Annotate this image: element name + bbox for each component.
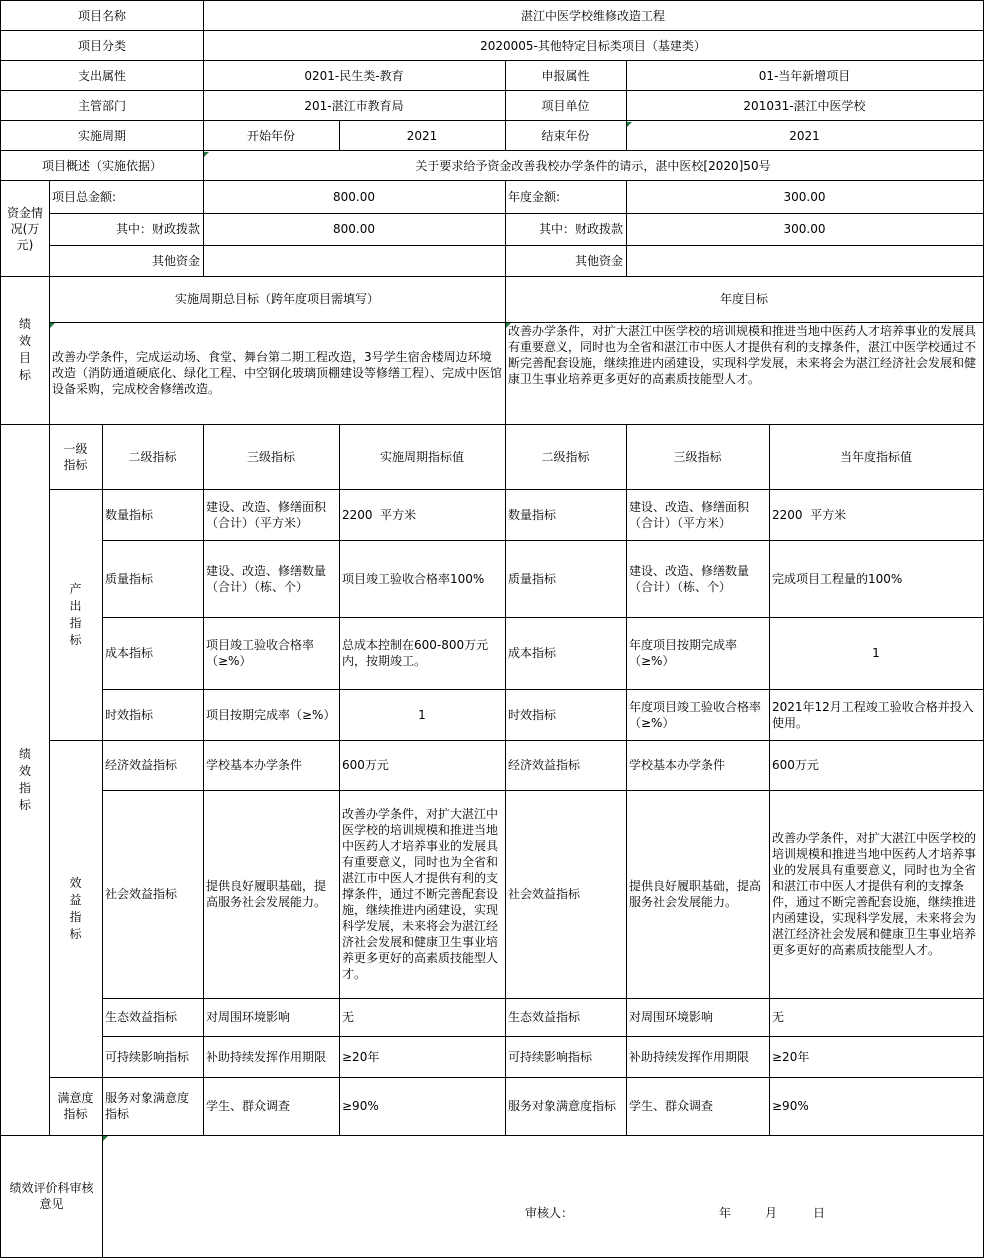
header-annual-value: 当年度指标值 bbox=[839, 449, 912, 464]
annual-value-cell: 600万元 bbox=[772, 758, 819, 772]
header-period-value: 实施周期指标值 bbox=[379, 449, 464, 464]
fiscal-annual-value: 300.00 bbox=[783, 222, 826, 236]
overview-label: 项目概述（实施依据） bbox=[41, 158, 162, 173]
goals-label-text: 绩效目标 bbox=[18, 317, 31, 382]
grid-line bbox=[0, 60, 984, 61]
grid-line bbox=[102, 998, 984, 999]
category-label: 项目分类 bbox=[77, 38, 126, 53]
level3-b-cell: 学生、群众调查 bbox=[629, 1099, 714, 1113]
cell-comment-marker bbox=[204, 152, 209, 157]
effect-indicator-label: 效益指标 bbox=[69, 875, 82, 941]
annual-amount-value: 300.00 bbox=[783, 190, 826, 204]
level2-cell: 质量指标 bbox=[105, 571, 154, 586]
unit-label: 项目单位 bbox=[541, 98, 590, 113]
grid-line bbox=[49, 245, 984, 246]
level3-b-cell: 建设、改造、修缮数量（合计）（栋、个） bbox=[629, 563, 750, 594]
grid-line bbox=[0, 30, 984, 31]
annual-value-cell: ≥20年 bbox=[772, 1049, 810, 1064]
grid-line bbox=[505, 424, 506, 1135]
grid-line bbox=[49, 1077, 984, 1078]
other-annual-label: 其他资金 bbox=[574, 253, 623, 268]
level2-cell: 服务对象满意度指标 bbox=[105, 1091, 190, 1121]
level2-cell: 数量指标 bbox=[105, 507, 154, 522]
output-indicator-label: 产出指标 bbox=[69, 581, 82, 647]
level3-b-cell: 学校基本办学条件 bbox=[629, 758, 726, 772]
level3-cell: 对周围环境影响 bbox=[206, 1010, 291, 1024]
annual-value-cell: 2021年12月工程竣工验收合格并投入使用。 bbox=[772, 699, 974, 730]
grid-line bbox=[505, 60, 506, 150]
fiscal-total-label: 其中：财政拨款 bbox=[115, 222, 200, 236]
annual-goal-text: 改善办学条件，对扩大湛江中医学校的培训规模和推进当地中医药人才培养事业的发展具有重要意义，同时也为全省和湛江市中医人才提供有利的支撑条件，湛江中医学校通过不断完善配套设施，继续推进内函建设，实现科学发展，未来将会为湛江经济社会发展和健康卫生事业培养更多更好的高素质技能型人才。 bbox=[508, 324, 977, 386]
review-day: 日 bbox=[812, 1206, 825, 1220]
satisfaction-indicator-group bbox=[49, 1077, 102, 1135]
indicators-label bbox=[1, 424, 49, 1135]
level3-cell: 补助持续发挥作用期限 bbox=[206, 1049, 327, 1064]
other-annual-value bbox=[626, 245, 983, 276]
expense-label: 支出属性 bbox=[77, 68, 126, 83]
period-value-cell: 600万元 bbox=[342, 758, 389, 772]
grid-line bbox=[0, 150, 984, 151]
annual-value-cell: 无 bbox=[772, 1010, 785, 1024]
cell-comment-marker bbox=[103, 1136, 108, 1141]
level2-b-cell: 生态效益指标 bbox=[508, 1010, 581, 1024]
category-value: 2020005-其他特定目标类项目（基建类） bbox=[480, 38, 706, 53]
level3-cell: 提供良好履职基础，提高服务社会发展能力。 bbox=[206, 879, 327, 909]
grid-line bbox=[0, 1135, 984, 1136]
grid-line bbox=[0, 276, 984, 277]
level2-cell: 成本指标 bbox=[105, 646, 154, 660]
level2-b-cell: 可持续影响指标 bbox=[508, 1049, 593, 1064]
grid-line bbox=[102, 689, 984, 690]
start-year-value: 2021 bbox=[406, 128, 438, 143]
period-label: 实施周期 bbox=[77, 128, 126, 143]
grid-line bbox=[0, 424, 984, 425]
satisfaction-indicator-label: 满意度指标 bbox=[57, 1091, 94, 1121]
grid-line bbox=[339, 424, 340, 1135]
period-value-cell: 2200 平方米 bbox=[342, 507, 417, 522]
grid-line bbox=[102, 790, 984, 791]
header-level3: 三级指标 bbox=[246, 449, 295, 464]
cell-comment-marker bbox=[506, 323, 511, 328]
level3-b-cell: 年度项目竣工验收合格率（≥%） bbox=[629, 699, 762, 730]
grid-line bbox=[626, 424, 627, 1135]
level3-cell: 项目按期完成率（≥%） bbox=[206, 707, 336, 722]
level3-b-cell: 提供良好履职基础，提高服务社会发展能力。 bbox=[629, 879, 762, 909]
effect-indicator-group bbox=[49, 740, 102, 1077]
period-value-cell: 总成本控制在600-800万元内，按期竣工。 bbox=[342, 638, 489, 668]
overview-value: 关于要求给予资金改善我校办学条件的请示，湛中医校[2020]50号 bbox=[415, 158, 771, 173]
level2-b-cell: 社会效益指标 bbox=[508, 887, 581, 901]
grid-line bbox=[49, 322, 984, 323]
declare-label: 申报属性 bbox=[541, 68, 590, 83]
indicators-label-text: 绩效指标 bbox=[18, 746, 31, 812]
level3-cell: 项目竣工验收合格率（≥%） bbox=[206, 638, 315, 668]
grid-line bbox=[203, 424, 204, 1135]
cell-comment-marker bbox=[627, 122, 632, 127]
period-value-cell: 改善办学条件，对扩大湛江中医学校的培训规模和推进当地中医药人才培养事业的发展具有重要意义，同时也为全省和湛江市中医人才提供有利的支撑条件，通过不断完善配套设施，继续推进内函建设，实现科学发展，未来将会为湛江经济社会发展和健康卫生事业培养更多更好的高素质技能型人才。 bbox=[342, 807, 499, 981]
grid-line bbox=[49, 213, 984, 214]
level2-b-cell: 经济效益指标 bbox=[508, 758, 581, 772]
level3-b-cell: 年度项目按期完成率（≥%） bbox=[629, 638, 738, 668]
fiscal-total-value: 800.00 bbox=[333, 222, 375, 236]
level2-b-cell: 质量指标 bbox=[508, 571, 557, 586]
other-total-value bbox=[203, 245, 505, 276]
review-month: 月 bbox=[764, 1206, 777, 1220]
period-value-cell: 1 bbox=[418, 707, 426, 722]
level3-b-cell: 建设、改造、修缮面积（合计）（平方米） bbox=[629, 499, 750, 530]
level2-cell: 可持续影响指标 bbox=[105, 1049, 190, 1064]
header-level2-b: 二级指标 bbox=[541, 449, 590, 464]
reviewer-label: 审核人： bbox=[525, 1206, 574, 1220]
other-total-label: 其他资金 bbox=[151, 253, 200, 268]
grid-line bbox=[102, 540, 984, 541]
grid-line bbox=[769, 424, 770, 1135]
level2-b-cell: 成本指标 bbox=[508, 646, 557, 660]
grid-line bbox=[626, 180, 627, 276]
grid-line bbox=[49, 740, 984, 741]
grid-line bbox=[505, 180, 506, 276]
level3-cell: 建设、改造、修缮数量（合计）（栋、个） bbox=[206, 563, 327, 594]
unit-value: 201031-湛江中医学校 bbox=[743, 98, 866, 113]
grid-line bbox=[505, 276, 506, 424]
project-name-label: 项目名称 bbox=[77, 8, 126, 23]
level2-cell: 经济效益指标 bbox=[105, 758, 178, 772]
annual-value-cell: 改善办学条件，对扩大湛江中医学校的培训规模和推进当地中医药人才培养事业的发展具有重要意义，同时也为全省和湛江市中医人才提供有利的支撑条件，通过不断完善配套设施，继续推进内函建设，实现科学发展，未来将会为湛江经济社会发展和健康卫生事业培养更多更好的高素质技能型人才。 bbox=[772, 831, 977, 957]
project-name-value: 湛江中医学校维修改造工程 bbox=[520, 8, 665, 23]
output-indicator-group bbox=[49, 489, 102, 740]
level2-cell: 时效指标 bbox=[105, 707, 154, 722]
level3-b-cell: 对周围环境影响 bbox=[629, 1010, 714, 1024]
level2-b-cell: 服务对象满意度指标 bbox=[508, 1099, 617, 1113]
annual-value-cell: 1 bbox=[872, 646, 880, 660]
total-amount-value: 800.00 bbox=[333, 190, 375, 204]
review-year: 年 bbox=[718, 1206, 731, 1220]
period-value-cell: ≥90% bbox=[342, 1099, 379, 1113]
dept-label: 主管部门 bbox=[77, 98, 126, 113]
start-year-label: 开始年份 bbox=[246, 128, 295, 143]
grid-line bbox=[339, 120, 340, 150]
header-level3-b: 三级指标 bbox=[673, 449, 722, 464]
grid-line bbox=[102, 424, 103, 1258]
grid-line bbox=[0, 0, 1, 1258]
header-level2: 二级指标 bbox=[128, 449, 177, 464]
expense-value: 0201-民生类-教育 bbox=[304, 68, 404, 83]
annual-value-cell: ≥90% bbox=[772, 1099, 809, 1113]
period-value-cell: 无 bbox=[342, 1010, 355, 1024]
funds-label-text: 资金情况(万元) bbox=[6, 205, 43, 252]
period-value-cell: ≥20年 bbox=[342, 1049, 380, 1064]
level2-b-cell: 数量指标 bbox=[508, 507, 557, 522]
end-year-label: 结束年份 bbox=[541, 128, 590, 143]
period-goal-text: 改善办学条件，完成运动场、食堂、舞台第二期工程改造，3号学生宿舍楼周边环境改造（消防通道硬底化、绿化工程、中空钢化玻璃顶棚建设等修缮工程）、完成中医馆设备采购，完成校舍修缮改造。 bbox=[52, 350, 503, 396]
level2-cell: 社会效益指标 bbox=[105, 887, 178, 901]
level3-cell: 学生、群众调查 bbox=[206, 1099, 291, 1113]
grid-line bbox=[49, 489, 984, 490]
grid-line bbox=[0, 180, 984, 181]
period-goal-label: 实施周期总目标（跨年度项目需填写） bbox=[174, 292, 379, 306]
annual-value-cell: 2200 平方米 bbox=[772, 507, 847, 522]
period-value-cell: 项目竣工验收合格率100% bbox=[342, 571, 485, 586]
header-level1 bbox=[49, 424, 102, 489]
header-level1-text: 一级指标 bbox=[63, 441, 88, 472]
annual-goal-label: 年度目标 bbox=[719, 292, 768, 306]
declare-value: 01-当年新增项目 bbox=[758, 68, 851, 83]
grid-line bbox=[626, 60, 627, 150]
level2-b-cell: 时效指标 bbox=[508, 707, 557, 722]
grid-line bbox=[102, 1036, 984, 1037]
level2-cell: 生态效益指标 bbox=[105, 1010, 178, 1024]
annual-value-cell: 完成项目工程量的100% bbox=[772, 571, 903, 586]
review-label: 绩效评价科审核意见 bbox=[9, 1181, 94, 1211]
annual-amount-label: 年度金额: bbox=[508, 190, 561, 204]
dept-value: 201-湛江市教育局 bbox=[304, 98, 404, 113]
review-content bbox=[102, 1135, 983, 1257]
goals-label bbox=[1, 276, 49, 424]
grid-line bbox=[203, 180, 204, 276]
end-year-value: 2021 bbox=[789, 128, 820, 143]
grid-line bbox=[0, 90, 984, 91]
grid-line bbox=[0, 0, 984, 1]
cell-comment-marker bbox=[50, 323, 55, 328]
level3-b-cell: 补助持续发挥作用期限 bbox=[629, 1049, 750, 1064]
level3-cell: 建设、改造、修缮面积（合计）（平方米） bbox=[206, 499, 327, 530]
grid-line bbox=[0, 120, 984, 121]
total-amount-label: 项目总金额: bbox=[52, 190, 117, 204]
level3-cell: 学校基本办学条件 bbox=[206, 758, 303, 772]
funds-label bbox=[1, 181, 49, 276]
grid-line bbox=[102, 617, 984, 618]
fiscal-annual-label: 其中：财政拨款 bbox=[538, 222, 623, 236]
